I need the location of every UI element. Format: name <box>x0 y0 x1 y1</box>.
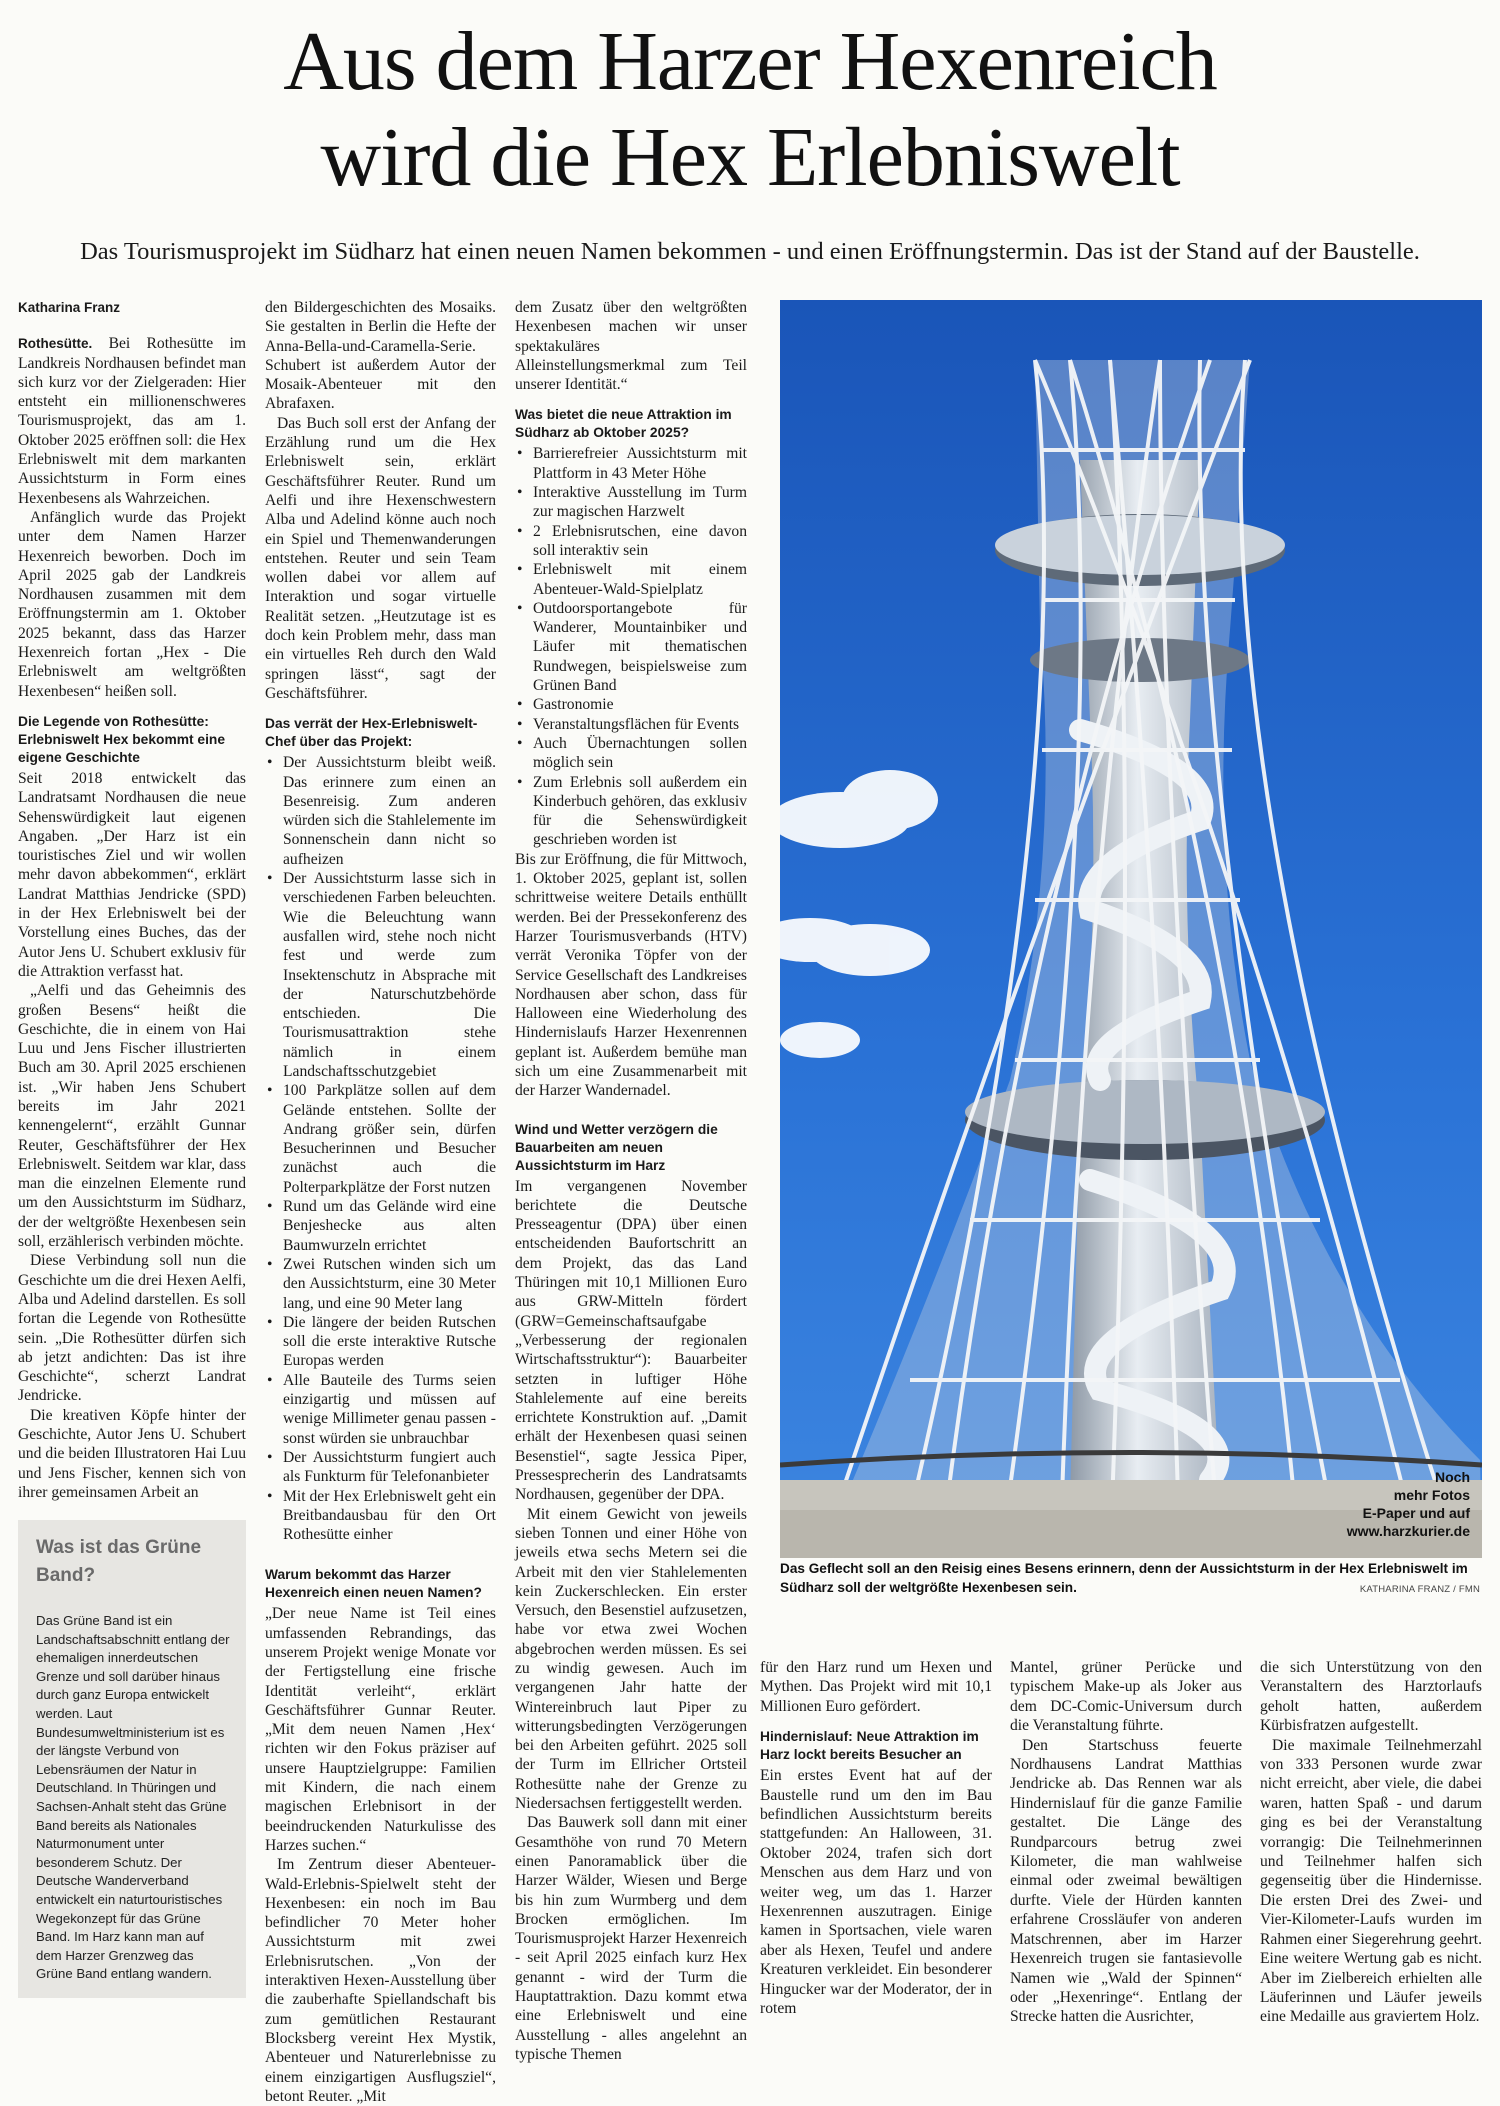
section-heading: Warum bekommt das Harzer Hexenreich einen neuen Namen? <box>265 1567 482 1601</box>
paragraph: „Aelfi und das Geheimnis des großen Besens“ heißt die Geschichte, die in einem von Hai Luu und Jens Fischer illustrierten Buch am 30. April 2025 erschienen ist. „Wir haben Jens Schubert bereits im Jahr 2021 kennengelernt“, erzählt Gunnar Reuter, Geschäftsführer der Hex Erlebniswelt. Seitdem war klar, dass man die einzelnen Elemente rund um den Aussichtsturm im Südharz, der der weltgrößte Hexenbesen sein soll, erzählerisch verbinden möchte. <box>18 982 246 1251</box>
paragraph: Mit einem Gewicht von jeweils sieben Tonnen und einer Höhe von jeweils etwa sechs Metern sei die Arbeit mit den vier Stahlelementen kein Zuckerschlecken. Ein erster Versuch, den Besenstiel aufzusetzen, habe vor etwa zwei Wochen abgebrochen werden müssen. Es sei zu windig gewesen. Auch im vergangenen Jahr hatte der Wintereinbruch laut Piper zu witterungsbedingten Verzögerungen bei den Arbeiten geführt. 2025 soll der Turm im Ellricher Ortsteil Rothesütte nahe der Grenze zu Niedersachsen fertiggestellt werden. <box>515 1505 747 1813</box>
paragraph: Seit 2018 entwickelt das Landratsamt Nordhausen die neue Sehenswürdigkeit laut eigenen Angaben. „Der Harz ist ein touristisches Ziel und wir wollen mehr davon abbekommen“, erklärt Landrat Matthias Jendricke (SPD) in der Hex Erlebniswelt bei der Vorstellung eines Buches, das der Autor Jens U. Schubert exklusiv für die Attraktion verfasst hat. <box>18 769 246 980</box>
lead-paragraph <box>18 334 246 508</box>
list-item: • Interaktive Ausstellung im Turm zur magischen Harzwelt <box>515 483 747 522</box>
promo-line: mehr Fotos <box>1393 1487 1470 1503</box>
paragraph: Den Startschuss feuerte Nordhausens Landrat Matthias Jendricke ab. Das Rennen war als Hindernislauf für die ganze Familie gestaltet. Die Länge des Rundparcours betrug zwei Kilometer, die man wahlweise einmal oder zweimal bewältigen durfte. Viele der Hürden kannten erfahrene Crossläufer von anderen Matschrennen, aber im Harzer Hexenreich trugen sie fantasievolle Namen wie „Wald der Spinnen“ oder „Hexenringe“. Entlang der Strecke hatten die Ausrichter, <box>1010 1736 1242 2026</box>
photo-credit: KATHARINA FRANZ / FMN <box>1359 1584 1480 1595</box>
bullet-list <box>515 444 747 849</box>
section-heading: Die Legende von Rothesütte: Erlebniswelt Hex bekommt eine eigene Geschichte <box>18 713 226 765</box>
paragraph: Ein erstes Event hat auf der Baustelle rund um den im Bau befindlichen Aussichtsturm bereits stattgefunden: An Halloween, 31. Oktober 2024, trafen sich dort Menschen aus dem Harz und von weiter weg, um das 1. Harzer Hexenrennen auszutragen. Einige kamen in Sportsachen, viele waren aber als Hexen, Teufel und andere Kreaturen verkleidet. Ein besonderer Hingucker war der Moderator, der in rotem <box>760 1767 992 2018</box>
info-box-text: Das Grüne Band ist ein Landschaftsabschnitt entlang der ehemaligen innerdeutschen Grenze und soll darüber hinaus durch ganz Europa entwickelt werden. Laut Bundesumweltministerium ist es der längste Verbund von Lebensräumen der Natur in Deutschland. In Thüringen und Sachsen-Anhalt steht das Grüne Band bereits als Nationales Naturmonument unter besonderem Schutz. Der Deutsche Wanderverband entwickelt ein naturtouristisches Wegekonzept für das Grüne Band. Im Harz kann man auf dem Harzer Grenzweg das Grüne Band entlang wandern. <box>36 1613 230 1982</box>
paragraph: Mantel, grüner Perücke und typischem Make-up als Joker aus dem DC-Comic-Universum durch die Veranstaltung führte. <box>1010 1659 1242 1735</box>
list-item: • Mit der Hex Erlebniswelt geht ein Breitbandausbau für den Ort Rothesütte einher <box>265 1487 496 1545</box>
list-item: • Die längere der beiden Rutschen soll die erste interaktive Rutsche Europas werden <box>265 1313 496 1371</box>
headline-line-1: Aus dem Harzer Hexenreich <box>283 15 1217 108</box>
promo-line: E-Paper und auf <box>1362 1505 1470 1521</box>
list-item: • 2 Erlebnisrutschen, eine davon soll interaktiv sein <box>515 522 747 561</box>
paragraph: Bis zur Eröffnung, die für Mittwoch, 1. Oktober 2025, geplant ist, sollen schrittweise weitere Details enthüllt werden. Bei der Pressekonferenz des Harzer Tourismusverbands (HTV) verrät Veronika Töpfer von der Service Gesellschaft des Landkreises Nordhausen aber schon, dass für Halloween eine Wiederholung des Hindernislaufs Harzer Hexenrennen geplant ist. Außerdem bemühe man sich um eine Zusammenarbeit mit der Harzer Wandernadel. <box>515 850 747 1100</box>
list-item: • Zum Erlebnis soll außerdem ein Kinderbuch gehören, das exklusiv für die Sehenswürdigkeit geschrieben worden ist <box>515 773 747 850</box>
list-item: • Der Aussichtsturm lasse sich in verschiedenen Farben beleuchten. Wie die Beleuchtung wann ausfallen wird, stehe noch nicht fest und werde zum Insektenschutz in Absprache mit der Naturschutzbehörde entschieden. Die Tourismusattraktion stehe nämlich in einem Landschaftsschutzgebiet <box>265 869 496 1081</box>
section-heading: Wind und Wetter verzögern die Bauarbeiten am neuen Aussichtsturm im Harz <box>515 1121 718 1173</box>
article-column-5 <box>1010 1658 1242 2027</box>
section-heading: Was bietet die neue Attraktion im Südharz ab Oktober 2025? <box>515 407 732 441</box>
e-paper-promo <box>1347 1468 1470 1540</box>
lead-text: Bei Rothesütte im Landkreis Nordhausen befindet man sich kurz vor der Zielgeraden: Hier entsteht ein millionenschweres Tourismusprojekt, das am 1. Oktober 2025 eröffnen soll: die Hex Erlebniswelt mit dem markanten Aussichtsturm in Form eines Hexenbesens als Wahrzeichen. <box>18 335 246 507</box>
paragraph: Im vergangenen November berichtete die Deutsche Presseagentur (DPA) über einen entscheidenden Baufortschritt an dem Projekt, das das Land Thüringen mit 10,1 Millionen Euro aus GRW-Mitteln fördert (GRW=Gemeinschaftsaufgabe „Verbesserung der regionalen Wirtschaftsstruktur“): Bauarbeiter setzten in luftiger Höhe Stahlelemente auf eine bereits errichtete Konstruktion auf. „Damit erhält der Hexenbesen quasi seinen Besenstiel“, sagte Jessica Piper, Pressesprecherin des Landratsamts Nordhausen, gegenüber der DPA. <box>515 1177 747 1504</box>
list-item: • Der Aussichtsturm bleibt weiß. Das erinnere zum einen an Besenreisig. Zum anderen würden sich die Stahlelemente im Sonnenschein dann nicht so aufheizen <box>265 753 496 869</box>
info-box-title: Was ist das Grüne Band? <box>36 1537 202 1586</box>
paragraph: „Der neue Name ist Teil eines umfassenden Rebrandings, das unserem Projekt wenige Monate vor der Fertigstellung eine frische Identität verleiht“, erklärt Geschäftsführer Gunnar Reuter. „Mit dem neuen Namen ‚Hex‘ richten wir den Fokus präziser auf unsere Hauptzielgruppe: Familien mit Kindern, die nach einem magischen Erlebnisort in der beeindruckenden Naturkulisse des Harzes suchen.“ <box>265 1605 496 1854</box>
tower-illustration <box>780 300 1482 1558</box>
paragraph: Das Bauwerk soll dann mit einer Gesamthöhe von rund 70 Metern einen Panoramablick über die Harzer Wälder, Wiesen und Berge bis hin zum Wurmberg und dem Brocken ermöglichen. Im Tourismusprojekt Harzer Hexenreich - seit April 2025 einfach kurz Hex genannt - wird der Turm die Hauptattraktion. Dazu kommt etwa eine Erlebniswelt und eine Ausstellung - alles angelehnt an typische Themen <box>515 1814 747 2063</box>
info-box <box>18 1520 246 1998</box>
article-column-3 <box>515 298 747 2064</box>
list-item: • Der Aussichtsturm fungiert auch als Funkturm für Telefonanbieter <box>265 1448 496 1487</box>
author-byline: Katharina Franz <box>18 300 121 315</box>
paragraph: Diese Verbindung soll nun die Geschichte um die drei Hexen Aelfi, Alba und Adelind darstellen. Es soll fortan die Legende von Rothesütte sein. „Die Rothesütter dürfen sich ab jetzt andichten: Das ist ihre Geschichte“, scherzt Landrat Jendricke. <box>18 1252 246 1405</box>
promo-line: Noch <box>1435 1469 1470 1485</box>
list-item: • 100 Parkplätze sollen auf dem Gelände entstehen. Sollte der Andrang größer sein, dürfen Besucherinnen und Besucher zunächst auch die Polterparkplätze der Forst nutzen <box>265 1081 496 1197</box>
paragraph: Anfänglich wurde das Projekt unter dem Namen Harzer Hexenreich beworben. Doch im April 2025 gab der Landkreis Nordhausen zusammen mit dem Eröffnungstermin am 1. Oktober 2025 bekannt, dass das Harzer Hexenreich fortan „Hex - Die Erlebniswelt am weltgrößten Hexenbesen“ heißen soll. <box>18 508 246 700</box>
list-item: • Erlebniswelt mit einem Abenteuer-Wald-Spielplatz <box>515 560 747 599</box>
paragraph: die sich Unterstützung von den Veranstaltern des Harztorlaufs geholt hatten, außerdem Kürbisfratzen aufgestellt. <box>1260 1659 1482 1735</box>
paragraph: dem Zusatz über den weltgrößten Hexenbesen machen wir unser spektakuläres Alleinstellungsmerkmal zum Teil unserer Identität.“ <box>515 299 747 394</box>
list-item: • Outdoorsportangebote für Wanderer, Mountainbiker und Läufer mit thematischen Rundwegen, beispielsweise zum Grünen Band <box>515 599 747 695</box>
subheadline: Das Tourismusprojekt im Südharz hat einen neuen Namen bekommen - und einen Eröffnungstermin. Das ist der Stand auf der Baustelle. <box>80 238 1420 265</box>
promo-url: www.harzkurier.de <box>1346 1523 1470 1539</box>
list-item: • Veranstaltungsflächen für Events <box>515 715 747 734</box>
paragraph: den Bildergeschichten des Mosaiks. Sie gestalten in Berlin die Hefte der Anna-Bella-und-Caramella-Serie. Schubert ist außerdem Autor der Mosaik-Abenteuer mit den Abrafaxen. <box>265 299 496 413</box>
list-item: • Alle Bauteile des Turms seien einzigartig und müssen auf wenige Millimeter genau passen - sonst würden sie unbrauchbar <box>265 1371 496 1448</box>
article-column-6 <box>1260 1658 1482 2027</box>
list-item: • Rund um das Gelände wird eine Benjeshecke aus alten Baumwurzeln errichtet <box>265 1197 496 1255</box>
paragraph: Im Zentrum dieser Abenteuer-Wald-Erlebnis-Spielwelt steht der Hexenbesen: ein noch im Bau befindlicher 70 Meter hoher Aussichtsturm mit zwei Erlebnisrutschen. „Von der interaktiven Hexen-Ausstellung über die zauberhafte Spiellandschaft bis zum gemütlichen Restaurant Blocksberg vereint Hex Mystik, Abenteuer und Naturerlebnisse zu einem einzigartigen Ausflugsziel“, betont Reuter. „Mit <box>265 1856 496 2105</box>
paragraph: Die maximale Teilnehmerzahl von 333 Personen wurde zwar nicht erreicht, aber viele, die dabei waren, hatten Spaß - und darum ging es bei der Veranstaltung vorrangig: Die Teilnehmerinnen und Teilnehmer halfen sich gegenseitig über die Hindernisse. Die ersten Drei des Zwei- und Vier-Kilometer-Laufs wurden im Rahmen einer Siegerehrung geehrt. Eine weitere Wertung gab es nicht. Aber im Zielbereich erhielten alle Läuferinnen und Läufer jeweils eine Medaille aus graviertem Holz. <box>1260 1736 1482 2026</box>
section-heading: Das verrät der Hex-Erlebniswelt-Chef über das Projekt: <box>265 716 478 750</box>
article-column-4 <box>760 1658 992 2019</box>
photo-caption: Das Geflecht soll an den Reisig eines Besens erinnern, denn der Aussichtsturm in der Hex Erlebniswelt im Südharz soll der weltgrößte Hexenbesen sein. <box>780 1561 1468 1595</box>
section-heading: Hindernislauf: Neue Attraktion im Harz lockt bereits Besucher an <box>760 1729 979 1763</box>
list-item: • Gastronomie <box>515 695 747 714</box>
article-column-1 <box>18 298 246 1502</box>
bullet-list <box>265 753 496 1544</box>
list-item: • Zwei Rutschen winden sich um den Aussichtsturm, eine 30 Meter lang, und eine 90 Meter lang <box>265 1255 496 1313</box>
tower-photo <box>780 300 1482 1558</box>
paragraph: für den Harz rund um Hexen und Mythen. Das Projekt wird mit 10,1 Millionen Euro gefördert. <box>760 1659 992 1715</box>
list-item: • Barrierefreier Aussichtsturm mit Plattform in 43 Meter Höhe <box>515 444 747 483</box>
headline <box>0 14 1500 206</box>
paragraph: Die kreativen Köpfe hinter der Geschichte, Autor Jens U. Schubert und die beiden Illustratoren Hai Luu und Jens Fischer, kennen sich von ihrer gemeinsamen Arbeit an <box>18 1406 246 1501</box>
headline-line-2: wird die Hex Erlebniswelt <box>320 111 1180 204</box>
dateline: Rothesütte. <box>18 336 93 352</box>
article-column-2 <box>265 298 496 2106</box>
paragraph: Das Buch soll erst der Anfang der Erzählung rund um die Hex Erlebniswelt sein, erklärt Geschäftsführer Reuter. Rund um Aelfi und ihre Hexenschwestern Alba und Adelind könne auch noch ein Spiel und Themenwanderungen entstehen. Reuter und sein Team wollen dabei vor allem auf Interaktion und sogar virtuelle Realität setzen. „Heutzutage ist es doch kein Problem mehr, dass man ein virtuelles Reh durch den Wald springen lässt“, sagt der Geschäftsführer. <box>265 414 496 702</box>
list-item: • Auch Übernachtungen sollen möglich sein <box>515 734 747 773</box>
